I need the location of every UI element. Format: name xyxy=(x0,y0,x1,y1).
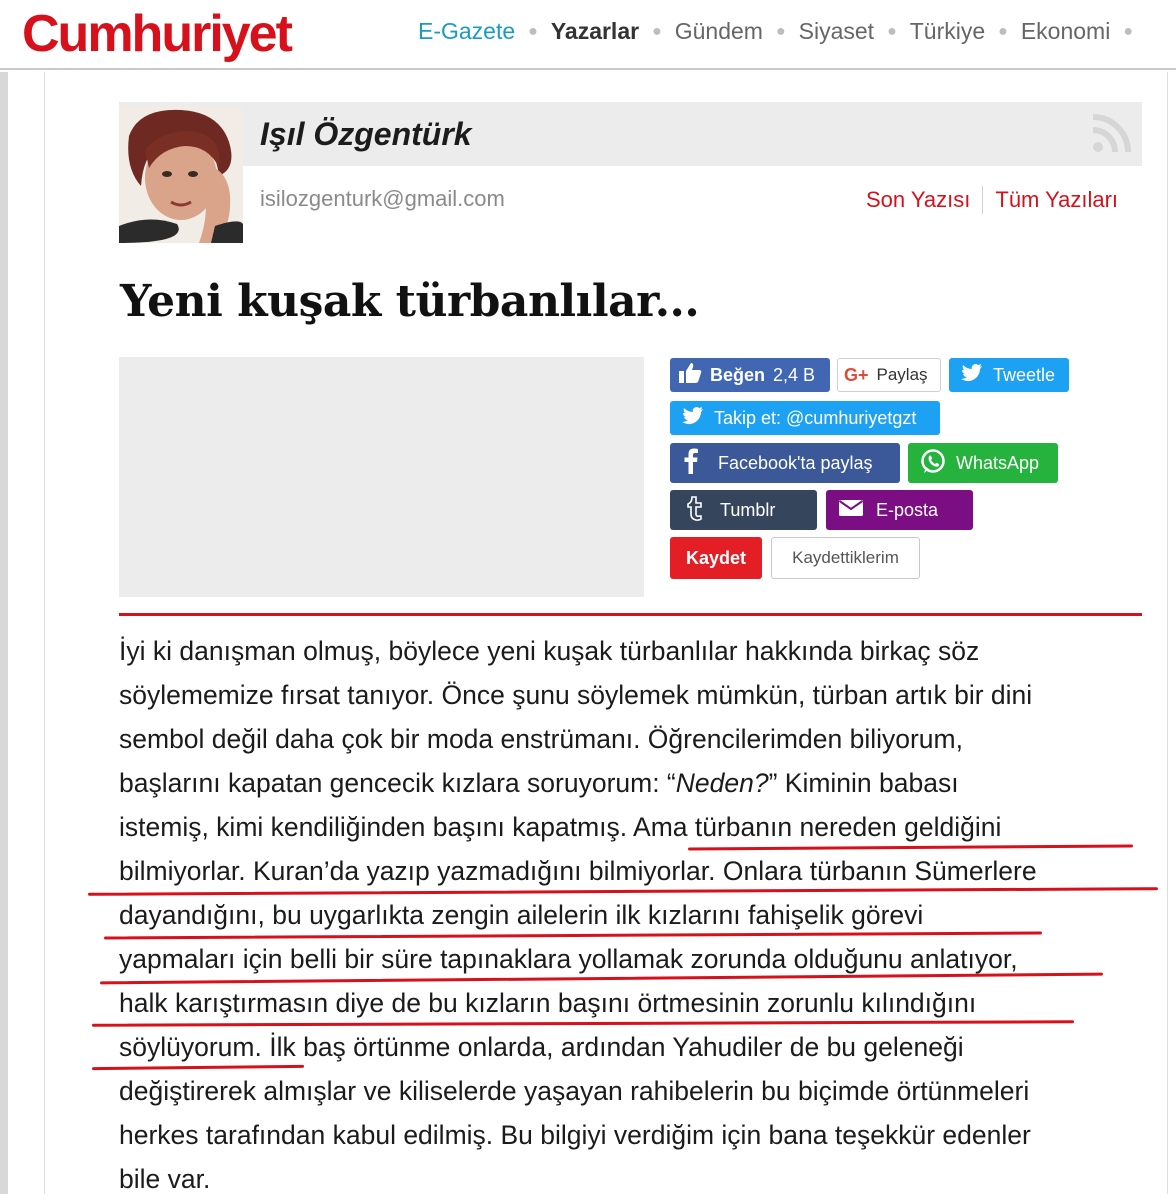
body-line: dayandığını, bu uygarlıkta zengin ailelerin ilk kızlarını fahişelik görevi xyxy=(119,900,924,930)
article-title: Yeni kuşak türbanlılar... xyxy=(120,276,700,327)
body-line-part: ” Kiminin babası xyxy=(768,768,959,798)
nav-separator: ● xyxy=(528,22,538,40)
save-article-button[interactable]: Kaydet xyxy=(670,537,762,579)
nav-item-e-gazete[interactable]: E-Gazete xyxy=(418,18,516,44)
whatsapp-share-button[interactable] xyxy=(908,443,1058,483)
page-left-rail xyxy=(0,72,8,1194)
nav-item-gundem[interactable]: Gündem xyxy=(674,18,763,44)
thumbs-up-icon xyxy=(678,362,702,389)
site-logo[interactable]: Cumhuriyet xyxy=(22,5,291,63)
body-line: halk karıştırmasın diye de bu kızların başını örtmesinin zorunlu kılındığını xyxy=(119,988,977,1018)
author-photo[interactable] xyxy=(119,106,243,243)
body-line: herkes tarafından kabul edilmiş. Bu bilgiyi verdiğim için bana teşekkür edenler xyxy=(119,1120,1031,1150)
main-nav xyxy=(418,18,1146,45)
page-right-border xyxy=(1167,72,1168,1194)
nav-item-yazarlar[interactable]: Yazarlar xyxy=(550,18,640,44)
twitter-bird-icon xyxy=(682,407,704,430)
whatsapp-label: WhatsApp xyxy=(956,452,1040,473)
all-articles-link[interactable]: Tüm Yazıları xyxy=(995,187,1119,212)
like-count: 2,4 B xyxy=(773,364,816,385)
latest-article-link[interactable]: Son Yazısı xyxy=(866,187,971,212)
email-share-button[interactable] xyxy=(826,490,973,530)
nav-separator: ● xyxy=(887,22,897,40)
author-email[interactable]: isilozgenturk@gmail.com xyxy=(260,186,505,211)
nav-separator: ● xyxy=(652,22,662,40)
facebook-like-button[interactable] xyxy=(670,358,830,392)
nav-item-siyaset[interactable]: Siyaset xyxy=(798,18,875,44)
italic-question: Neden? xyxy=(675,768,769,798)
whatsapp-icon xyxy=(920,448,946,479)
like-label: Beğen xyxy=(710,364,766,385)
body-line: söylüyorum. İlk baş örtünme onlarda, ardından Yahudiler de bu geleneği xyxy=(119,1032,964,1062)
body-line-part: başlarını kapatan gencecik kızlara soruyorum: “ xyxy=(119,768,676,798)
tumblr-icon xyxy=(684,495,706,526)
tweet-label: Tweetle xyxy=(993,364,1056,385)
link-divider xyxy=(982,186,983,214)
article-body xyxy=(119,629,1149,1194)
rss-icon[interactable] xyxy=(1090,113,1132,155)
envelope-icon xyxy=(838,499,864,522)
tweet-button[interactable] xyxy=(949,358,1069,392)
google-plus-icon: G+ xyxy=(844,364,869,385)
article-image-placeholder xyxy=(119,357,644,597)
google-plus-share-button[interactable] xyxy=(837,358,941,392)
email-label: E-posta xyxy=(876,499,939,520)
tumblr-share-button[interactable] xyxy=(670,490,817,530)
nav-item-turkiye[interactable]: Türkiye xyxy=(909,18,986,44)
facebook-share-button[interactable] xyxy=(670,443,900,483)
body-line: bile var. xyxy=(119,1164,211,1194)
follow-label: Takip et: @cumhuriyetgzt xyxy=(714,407,917,428)
body-line: yapmaları için belli bir süre tapınaklara yollamak zorunda olduğunu anlatıyor, xyxy=(119,944,1018,974)
body-line: değiştirerek almışlar ve kiliselerde yaşayan rahibelerin bu biçimde örtünmeleri xyxy=(119,1076,1030,1106)
body-line: İyi ki danışman olmuş, böylece yeni kuşak türbanlılar hakkında birkaç söz xyxy=(119,636,980,666)
body-line-with-italic xyxy=(119,761,1149,805)
article-top-divider xyxy=(119,613,1142,616)
nav-separator: ● xyxy=(775,22,786,40)
author-name[interactable]: Işıl Özgentürk xyxy=(260,116,472,152)
author-links xyxy=(866,186,1118,214)
nav-separator: ● xyxy=(998,22,1008,40)
body-line: istemiş, kimi kendiliğinden başını kapatmış. Ama türbanın nereden geldiğini xyxy=(119,812,1002,842)
facebook-icon xyxy=(684,448,698,479)
facebook-share-label: Facebook'ta paylaş xyxy=(718,452,873,473)
tumblr-label: Tumblr xyxy=(720,499,776,520)
top-navbar xyxy=(0,0,1176,70)
body-line: bilmiyorlar. Kuran’da yazıp yazmadığını bilmiyorlar. Onlara türbanın Sümerlere xyxy=(119,856,1037,886)
page-left-border xyxy=(44,72,45,1194)
body-line: söylememize fırsat tanıyor. Önce şunu söylemek mümkün, türban artık bir dini xyxy=(119,680,1033,710)
twitter-follow-button[interactable] xyxy=(670,401,940,435)
body-line: sembol değil daha çok bir moda enstrümanı. Öğrencilerimden biliyorum, xyxy=(119,724,963,754)
nav-item-ekonomi[interactable]: Ekonomi xyxy=(1020,18,1111,44)
gplus-label: Paylaş xyxy=(876,365,928,384)
twitter-bird-icon xyxy=(961,364,983,387)
nav-separator: ● xyxy=(1123,22,1133,40)
saved-articles-button[interactable]: Kaydettiklerim xyxy=(771,537,920,579)
